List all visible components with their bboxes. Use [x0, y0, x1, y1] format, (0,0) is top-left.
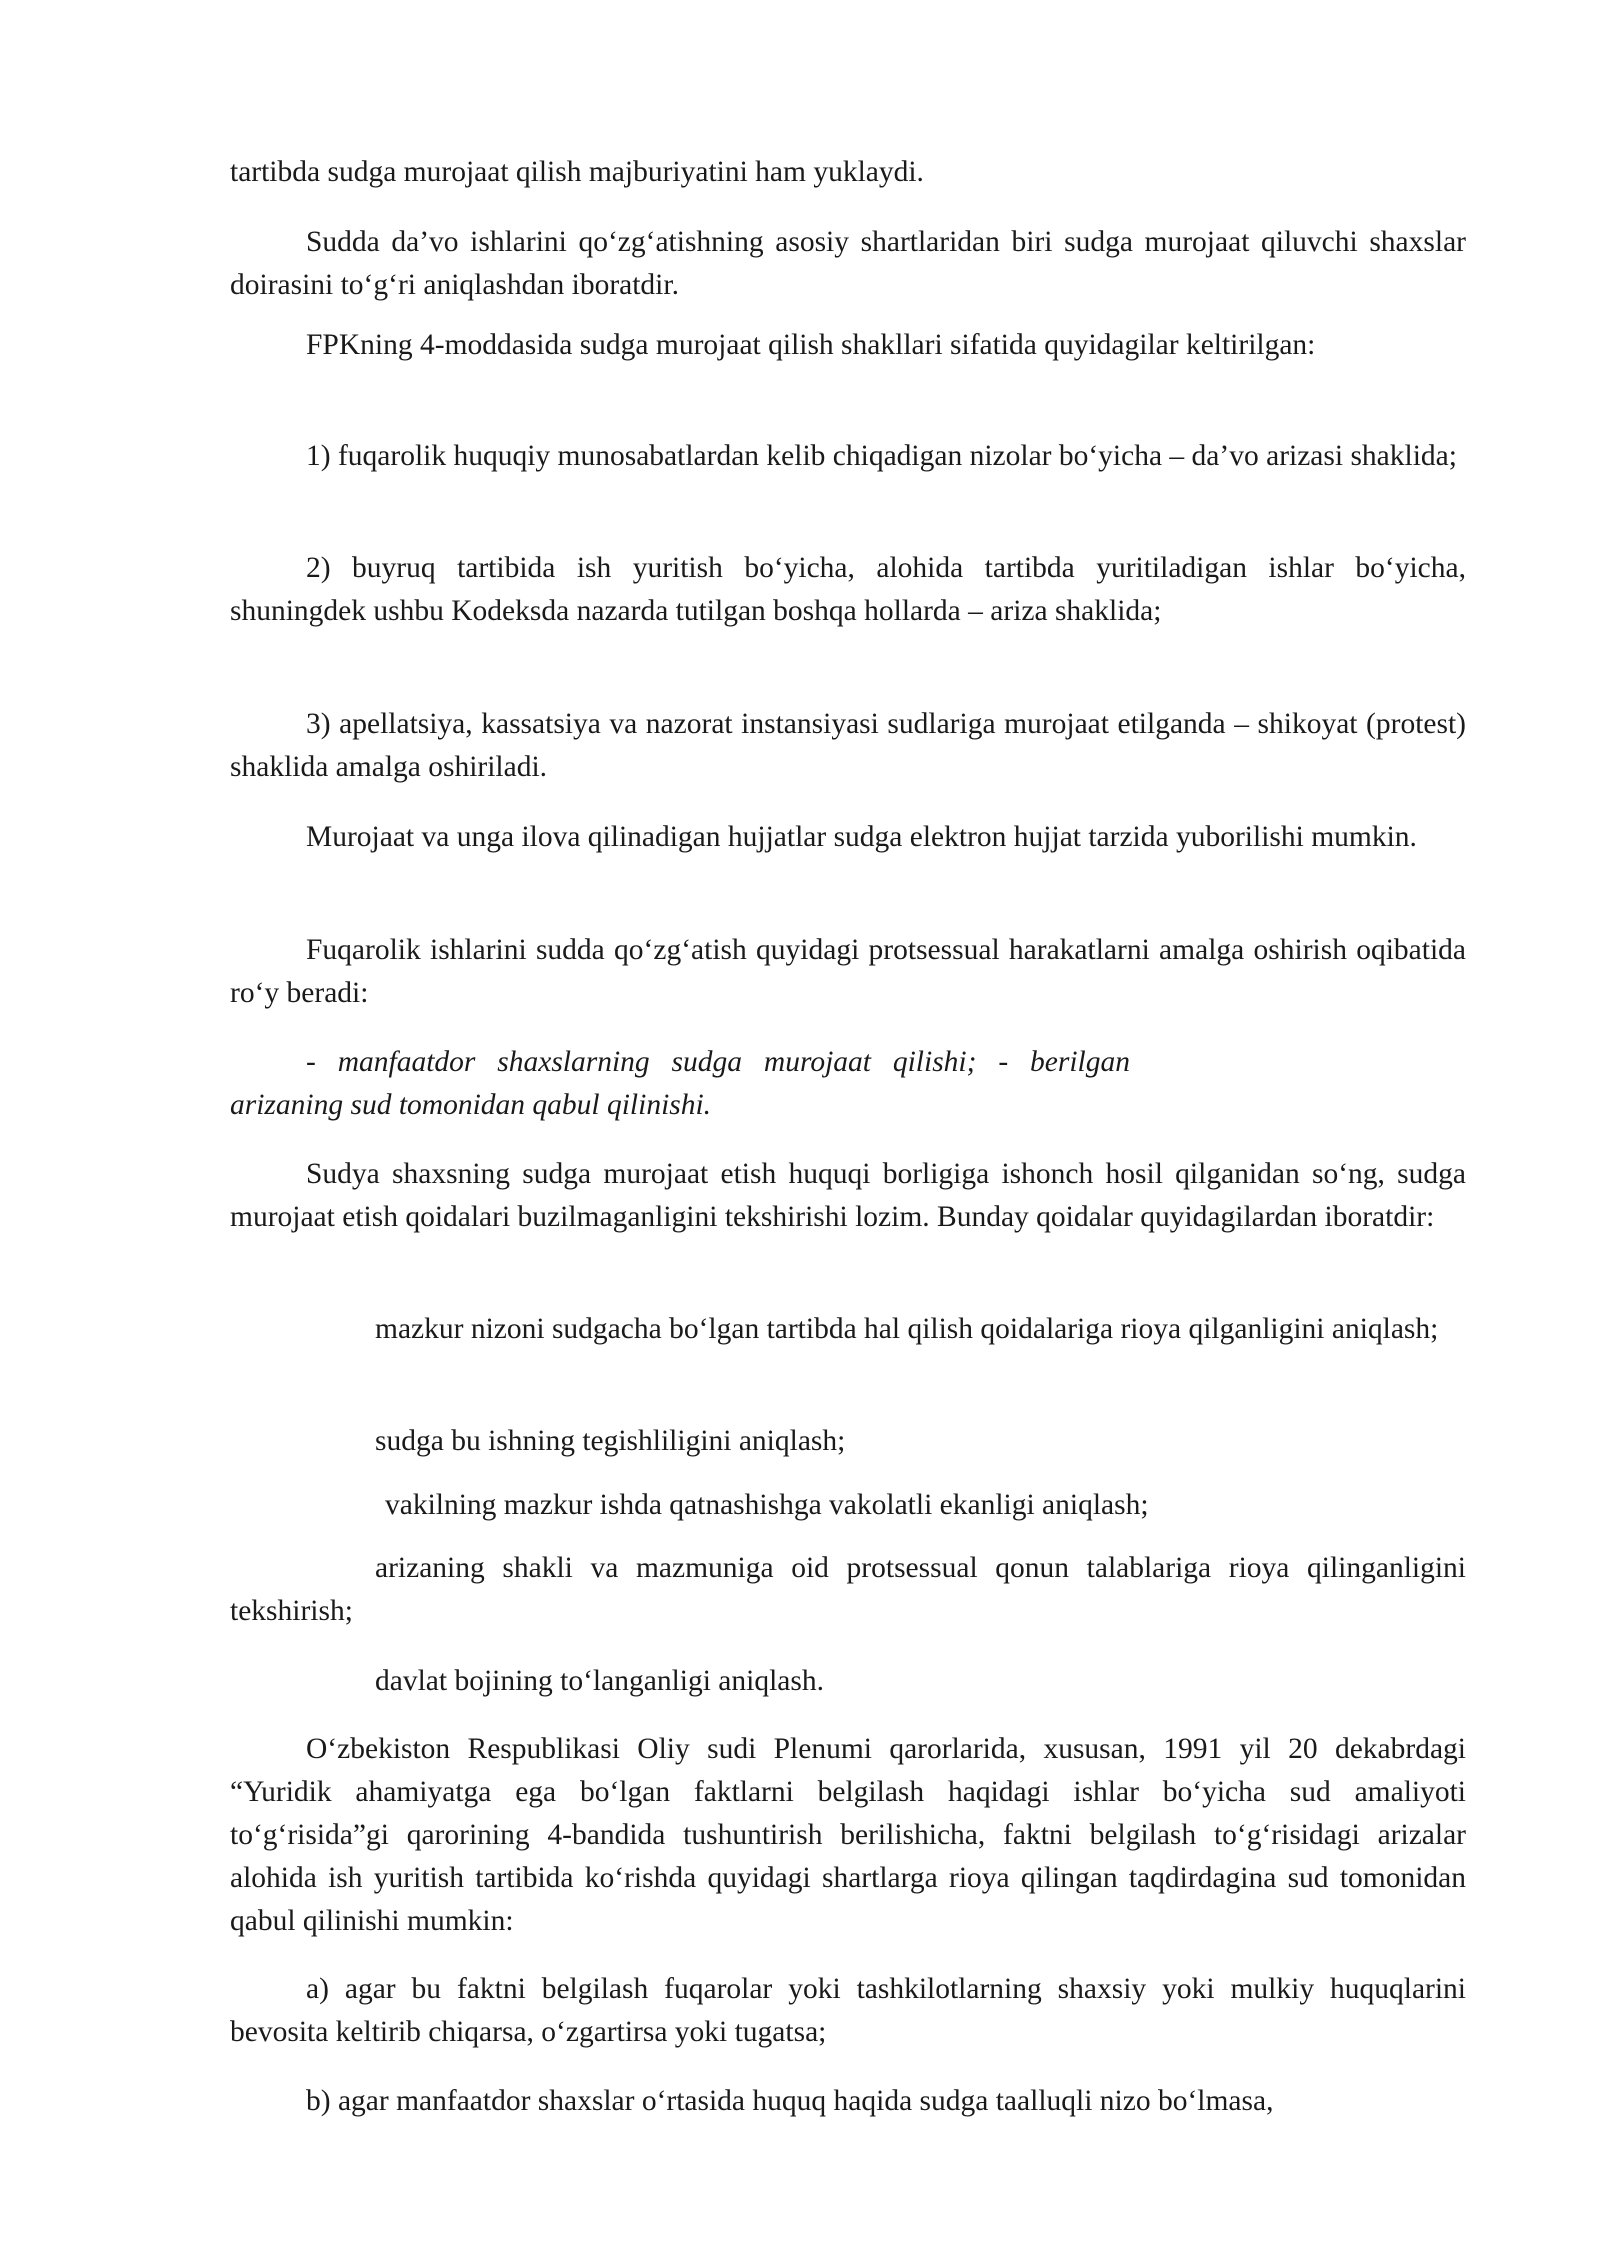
condition-item-1: mazkur nizoni sudgacha bo‘lgan tartibda hal qilish qoidalariga rioya qilganligini aniqlash; [375, 1313, 1439, 1345]
italic-list: - manfaatdor shaxslarning sudga murojaat qilishi; - berilgan arizaning sud tomonidan qabul qilinishi. [230, 1046, 1130, 1121]
paragraph-7: O‘zbekiston Respublikasi Oliy sudi Plenumi qarorlarida, xususan, 1991 yil 20 dekabrdagi “Yuridik ahamiyatga ega bo‘lgan faktlarni belgilash haqidagi ishlar bo‘yicha sud amaliyoti to‘g‘risida”gi qarorining 4-bandida tushuntirish berilishicha, faktni belgilash to‘g‘risidagi arizalar alohida ish yuritish tartibida ko‘rishda quyidagi shartlarga rioya qilingan taqdirdagina sud tomonidan qabul qilinishi mumkin: [230, 1733, 1466, 1937]
condition-item-5: davlat bojining to‘langanligi aniqlash. [375, 1665, 824, 1697]
list-item-2: 2) buyruq tartibida ish yuritish bo‘yicha, alohida tartibda yuritiladigan ishlar bo‘yicha, shuningdek ushbu Kodeksda nazarda tutilgan boshqa hollarda – ariza shaklida; [230, 552, 1466, 627]
paragraph-1: tartibda sudga murojaat qilish majburiyatini ham yuklaydi. [230, 156, 924, 188]
paragraph-3: FPKning 4-moddasida sudga murojaat qilish shakllari sifatida quyidagilar keltirilgan: [306, 329, 1316, 361]
condition-item-2: sudga bu ishning tegishliligini aniqlash; [375, 1425, 846, 1457]
paragraph-2: Sudda da’vo ishlarini qo‘zg‘atishning asosiy shartlaridan biri sudga murojaat qiluvchi shaxslar doirasini to‘g‘ri aniqlashdan iboratdir. [230, 226, 1466, 301]
list-item-1: 1) fuqarolik huquqiy munosabatlardan kelib chiqadigan nizolar bo‘yicha – da’vo arizasi shaklida; [306, 440, 1457, 472]
paragraph-4: Murojaat va unga ilova qilinadigan hujjatlar sudga elektron hujjat tarzida yuborilishi mumkin. [306, 821, 1417, 853]
paragraph-5: Fuqarolik ishlarini sudda qo‘zg‘atish quyidagi protsessual harakatlarni amalga oshirish oqibatida ro‘y beradi: [230, 934, 1466, 1009]
condition-item-3: vakilning mazkur ishda qatnashishga vakolatli ekanligi aniqlash; [385, 1489, 1149, 1521]
sub-item-b: b) agar manfaatdor shaxslar o‘rtasida huquq haqida sudga taalluqli nizo bo‘lmasa, [306, 2085, 1274, 2117]
list-item-3: 3) apellatsiya, kassatsiya va nazorat instansiyasi sudlariga murojaat etilganda – shikoyat (protest) shaklida amalga oshiriladi. [230, 708, 1466, 783]
paragraph-6: Sudya shaxsning sudga murojaat etish huquqi borligiga ishonch hosil qilganidan so‘ng, sudga murojaat etish qoidalari buzilmaganligini tekshirishi lozim. Bunday qoidalar quyidagilardan iboratdir: [230, 1158, 1466, 1233]
sub-item-a: a) agar bu faktni belgilash fuqarolar yoki tashkilotlarning shaxsiy yoki mulkiy huquqlarini bevosita keltirib chiqarsa, o‘zgartirsa yoki tugatsa; [230, 1973, 1466, 2048]
condition-item-4: arizaning shakli va mazmuniga oid protsessual qonun talablariga rioya qilinganligini tekshirish; [230, 1552, 1466, 1627]
